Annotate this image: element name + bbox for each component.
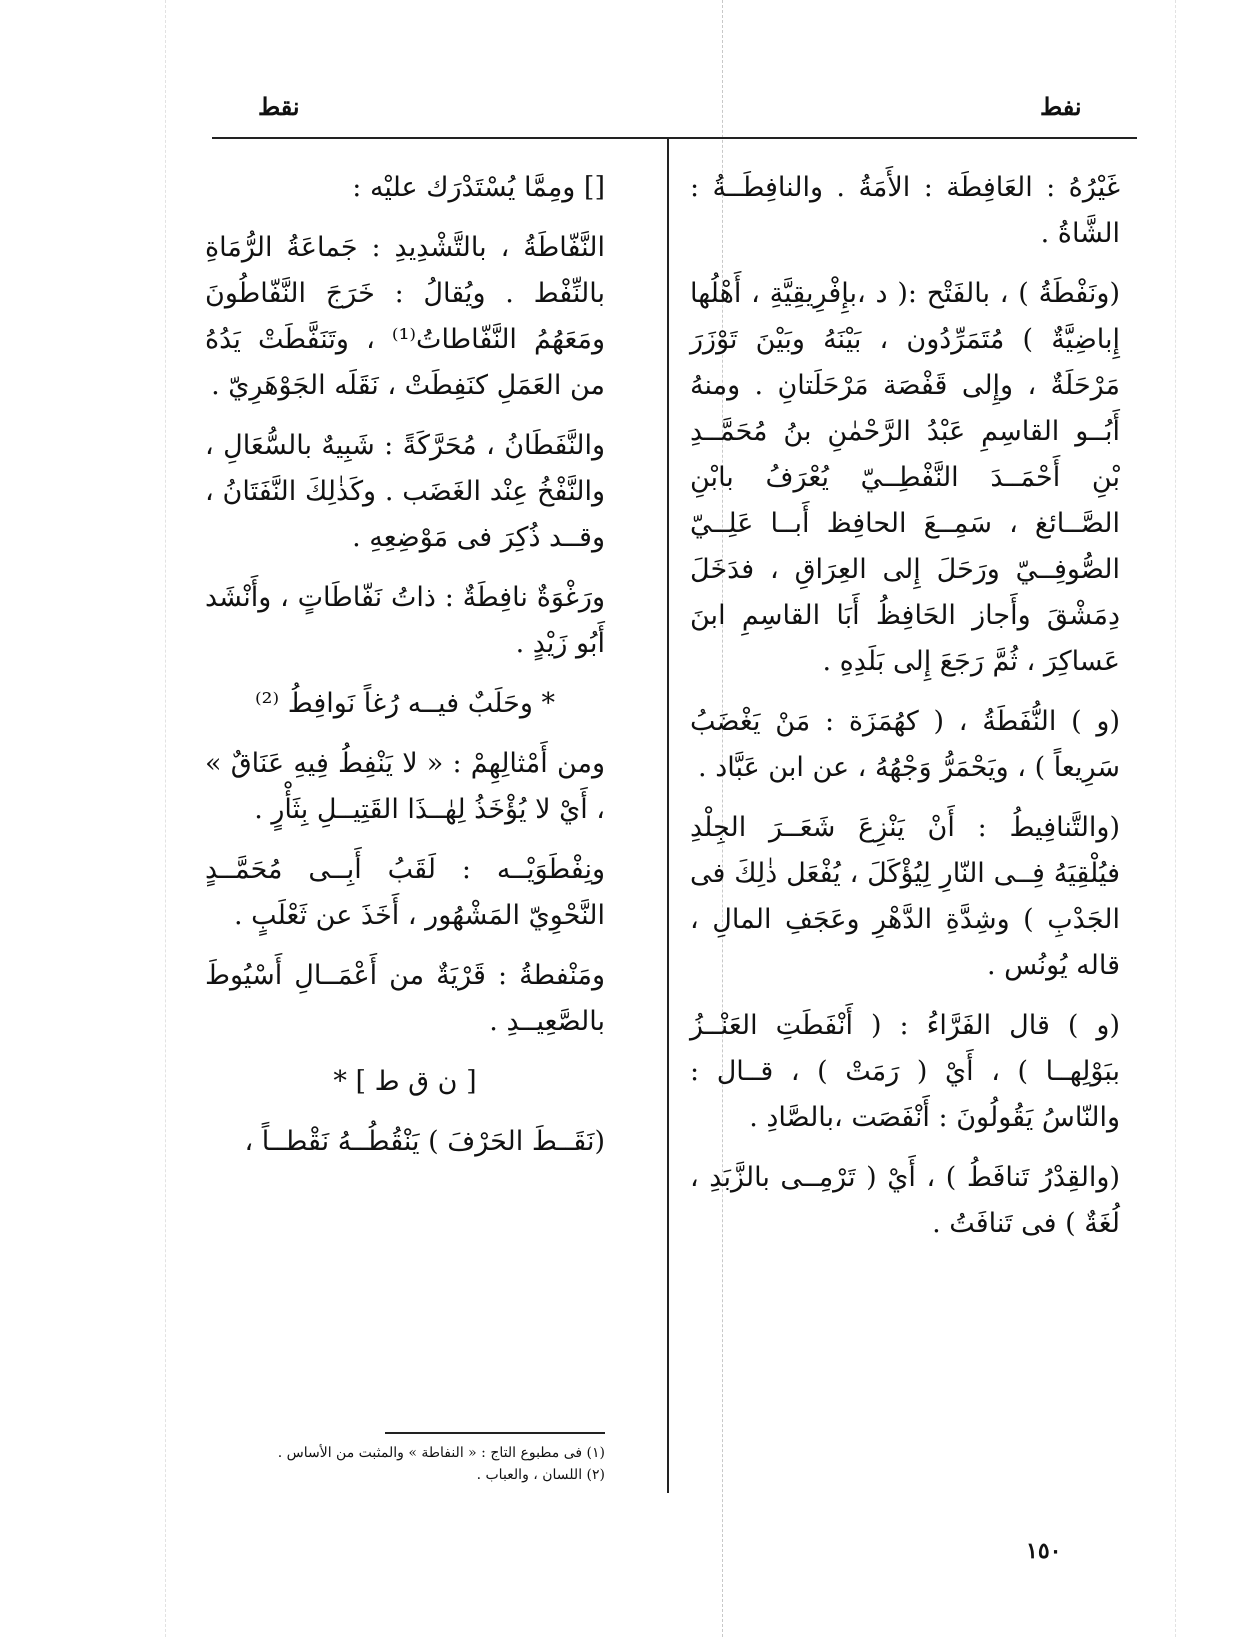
header-rule xyxy=(212,137,1137,139)
paragraph: النَّفّاطَةُ ، بالتَّشْدِيدِ : جَماعَةُ الرُّمَاةِ بالنِّفْط . ويُقالُ : خَرَجَ النَّفّاطُونَ ومَعَهُمُ النَّفّاطاتُ⁽¹⁾ ، وتَنَفَّطَتْ يَدُهُ من العَمَلِ كنَفِطَتْ ، نَقَلَه الجَوْهَرِيّ . xyxy=(205,232,605,401)
footnote: (١) فى مطبوع التاج : « النفاطة » والمثبت من الأساس . xyxy=(277,1445,605,1461)
right-column xyxy=(690,165,1120,1261)
paragraph: (و ) قال الفَرَّاءُ : ( أَنْفَطَتِ العَنْــزُ ببَوْلِهــا ) ، أَيْ ( رَمَتْ ) ، قــال : والنّاسُ يَقُولُونَ : أَنْفَصَت ،بالصَّادِ . xyxy=(690,1010,1120,1133)
paragraph: (والتَّنافِيطُ : أَنْ يَنْزِعَ شَعَــرَ الجِلْدِ فيُلْقِيَهُ فِــى النّارِ لِيُؤْكَلَ ، يُفْعَل ذٰلِكَ فى الجَدْبِ ) وشِدَّةِ الدَّهْرِ وعَجَفِ المالِ ، قاله يُونُس . xyxy=(690,812,1120,981)
header-left-word: نقط xyxy=(258,92,300,121)
paragraph: ومن أَمْثالِهِمْ : « لا يَنْفِطُ فِيهِ عَنَاقٌ » ، أَيْ لا يُؤْخَذُ لِهٰــذَا القَتِيــلِ بِثَأْرٍ . xyxy=(205,748,605,825)
paragraph: ونِفْطَوَيْــه : لَقَبُ أَبِــى مُحَمَّــدٍ النَّحْوِيّ المَشْهُور ، أَخَذَ عن ثَعْلَبٍ . xyxy=(205,854,605,931)
section-heading: [] ومِمَّا يُسْتَدْرَك عليْه : xyxy=(352,172,605,203)
paragraph: غَيْرُهُ : العَافِطَة : الأَمَةُ . والنافِطَــةُ : الشَّاةُ . xyxy=(690,172,1120,249)
paragraph: (ونَفْطَةُ ) ، بالفَتْح :( د ،بإِفْرِيقِيَّةِ ، أَهْلُها إِباضِيَّةٌ ) مُتَمَرِّدُون ، بَيْنَهُ وبَيْنَ تَوْزَرَ مَرْحَلَةٌ ، وإِلى قَفْصَة مَرْحَلَتانِ . ومنهُ أَبُــو القاسِمِ عَبْدُ الرَّحْمٰنِ بنُ مُحَمَّــدِ بْنِ أَحْمَــدَ النَّفْطِــيّ يُعْرَفُ بابْنِ الصَّــائغ ، سَمِــعَ الحافِظ أَبــا عَلِــيّ الصُّوفِــيّ ورَحَلَ إِلى العِرَاقِ ، فدَخَلَ دِمَشْقَ وأَجاز الحَافِظُ أَبَا القاسِمِ ابنَ عَساكِرَ ، ثُمَّ رَجَعَ إِلى بَلَدِهِ . xyxy=(690,278,1120,677)
footnote-rule xyxy=(385,1432,605,1434)
entry-heading: [ ن ق ط ] * xyxy=(333,1066,477,1097)
column-separator xyxy=(667,138,669,1493)
paragraph: ورَغْوَةٌ نافِطَةٌ : ذاتُ نَفّاطَاتٍ ، وأَنْشَد أَبُو زَيْدٍ . xyxy=(205,582,605,659)
paragraph: (والقِدْرُ تَنافَطُ ) ، أَيْ ( تَرْمِــى بالزَّبَدِ ، لُغَةٌ ) فى تَنافَتُ . xyxy=(690,1162,1120,1239)
paragraph: والنَّفَطَانُ ، مُحَرَّكَةً : شَبِيهٌ بالسُّعَالِ ، والنَّفْخُ عِنْد الغَضَب . وكَذٰلِكَ النَّفَتَانُ ، وقــد ذُكِرَ فى مَوْضِعِهِ . xyxy=(205,430,605,553)
page-number: ١٥٠ xyxy=(1026,1538,1062,1564)
left-column xyxy=(205,165,605,1179)
scan-line xyxy=(1175,0,1176,1637)
footnote: (٢) اللسان ، والعباب . xyxy=(476,1467,605,1483)
verse: * وحَلَبٌ فيــه رُغاً نَوافِطُ ⁽²⁾ xyxy=(255,688,555,719)
paragraph: (و ) النُّفَطَةُ ، ( كهُمَزَة : مَنْ يَغْضَبُ سَرِيعاً ) ، ويَحْمَرُّ وَجْهُهُ ، عن ابن عَبَّاد . xyxy=(690,706,1120,783)
footnotes xyxy=(200,1442,605,1486)
paragraph: (نَقَــطَ الحَرْفَ ) يَنْقُطُــهُ نَقْطــاً ، xyxy=(244,1126,605,1157)
paragraph: ومَنْفطةُ : قَرْيَةٌ من أَعْمَــالِ أَسْيُوطَ بالصَّعِيــدِ . xyxy=(205,960,605,1037)
header-right-word: نفط xyxy=(1040,92,1082,121)
scan-line xyxy=(165,0,166,1637)
